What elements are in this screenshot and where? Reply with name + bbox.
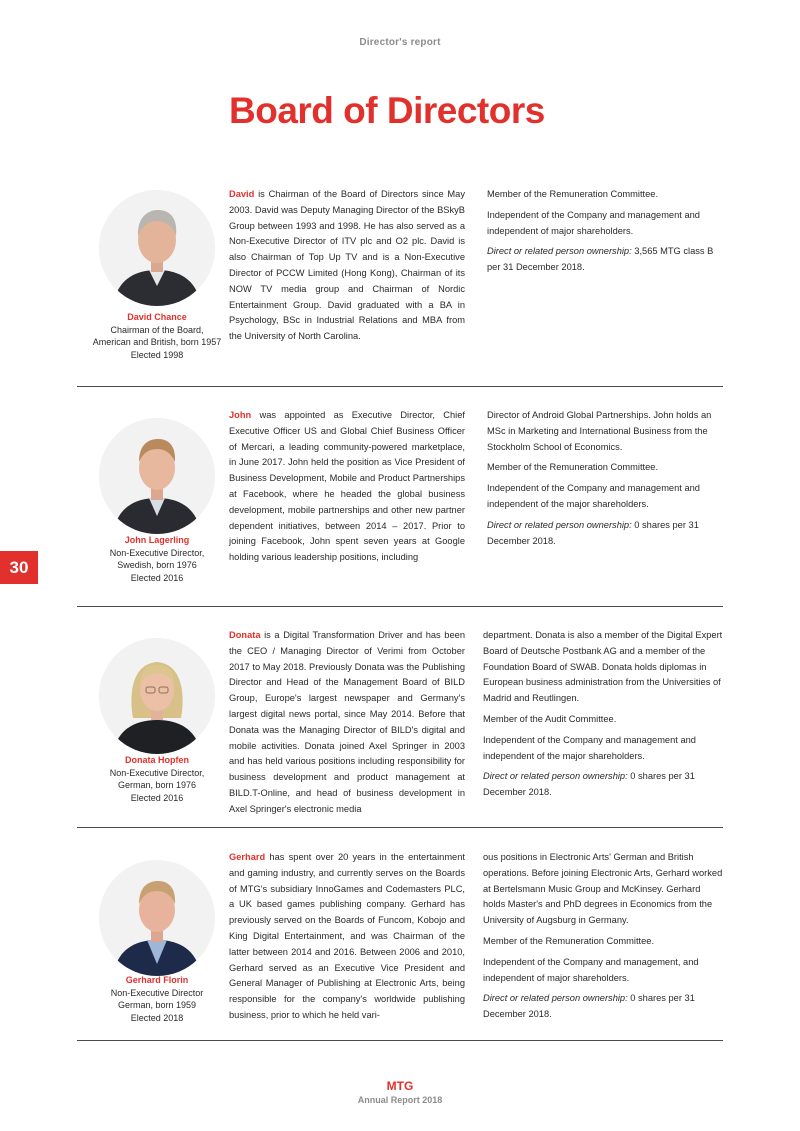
bio-continuation: ous positions in Electronic Arts' German and British operations. Before joining Electronic Arts, Gerhard worked at Bertelsmann Music Group and McKinsey. Gerhard holds Master's and PhD degrees in Economics from the University of Augsburg in Germany. (483, 852, 723, 926)
committee-membership: Member of the Audit Committee. (483, 713, 617, 724)
bio-right-column (487, 408, 724, 554)
section-divider (77, 386, 723, 387)
ownership-statement (483, 991, 724, 1023)
ownership-value: 0 shares per 31 December 2018. (483, 993, 695, 1020)
director-photo (99, 190, 215, 306)
section-divider (77, 606, 723, 607)
independence-statement: Independent of the Company and management and independent of major shareholders. (487, 209, 700, 236)
director-nationality: German, born 1959 (117, 1000, 197, 1010)
ownership-statement (487, 244, 724, 276)
ownership-label: Direct or related person ownership: (487, 246, 632, 257)
director-section-donata (77, 628, 723, 813)
mtg-logo-icon (387, 1079, 413, 1092)
director-elected: Elected 1998 (130, 349, 184, 360)
page-title: Board of Directors (229, 90, 545, 131)
ownership-label: Direct or related person ownership: (483, 771, 628, 782)
independence-statement: Independent of the Company and management, and independent of major shareholders. (483, 956, 699, 983)
director-name: David Chance (127, 312, 187, 322)
bio-right-column (487, 187, 724, 281)
bio-continuation: department. Donata is also a member of the Digital Expert Board of Deutsche Postbank AG and a member of the Foundation Board of SWAB. Donata holds diplomas in European business administration from the Universities of Madrid and Reutlingen. (483, 630, 723, 704)
person-portrait-icon (99, 418, 215, 534)
bio-left-column (229, 187, 465, 350)
bio-left-column (229, 408, 465, 571)
bio-right-column (483, 628, 724, 806)
bio-lead-name: Gerhard (229, 852, 266, 862)
director-section-john (77, 408, 723, 593)
bio-text: is Chairman of the Board of Directors since May 2003. David was Deputy Managing Director of the BSkyB Group between 1993 and 1998. He has also served as a Non-Executive Director of ITV plc and O2 plc. David is also Chairman of Top Up TV and is a Non-Executive Director of PCCW Limited (Hong Kong), Chairman of its NOW TV media group and Chairman of Nordic Entertainment Group. David graduated with a BA in Psychology, BSc in Industrial Relations and MBA from the University of North Carolina. (229, 189, 465, 342)
director-elected: Elected 2016 (130, 792, 184, 803)
director-elected: Elected 2018 (130, 1012, 184, 1023)
committee-membership: Member of the Remuneration Committee. (487, 462, 659, 473)
director-caption (77, 311, 237, 361)
director-section-david (77, 187, 723, 372)
bio-text: was appointed as Executive Director, Chief Executive Officer US and Global Chief Business Officer of Mercari, a leading community-powered marketplace, in June 2017. John held the position as Vice President of Business Development, Mobile and Product Partnerships at Facebook, where he headed the global business development, mobile partnerships and other new partner dependent initiatives, between 2014 – 2017. Prior to joining Facebook, John spent seven years at Google holding various leadership positions, including (229, 410, 465, 563)
section-header: Director's report (359, 37, 441, 48)
independence-statement: Independent of the Company and management and independent of the major shareholders. (483, 734, 696, 761)
ownership-value: 3,565 MTG class B per 31 December 2018. (487, 246, 714, 273)
director-role: Non-Executive Director (110, 987, 204, 998)
ownership-statement (483, 769, 724, 801)
independence-statement: Independent of the Company and management and independent of the major shareholders. (487, 483, 700, 509)
committee-membership: Member of the Remuneration Committee. (487, 189, 659, 199)
director-nationality: Swedish, born 1976 (117, 560, 197, 570)
director-name: Donata Hopfen (125, 755, 189, 765)
director-section-gerhard (77, 850, 723, 1030)
section-divider (77, 827, 723, 828)
director-profile (77, 408, 237, 583)
bio-lead-name: David (229, 189, 255, 199)
director-photo (99, 638, 215, 754)
ownership-value: 0 shares per 31 December 2018. (487, 519, 699, 546)
director-profile (77, 187, 237, 360)
bio-text: has spent over 20 years in the entertainment and gaming industry, and currently serves on the Boards of MTG's subsidiary InnoGames and Codemasters PLC, a UK based games publishing company. Gerhard has previously served on the Boards of Funcom, Kobojo and King Digital Entertainment, and was Chairman of the latter between 2014 and 2016. Between 2006 and 2010, Gerhard served as an Executive Vice President and General Manager of Publishing at Electronic Arts, being responsible for the company's worldwide publishing business, prior to which he held vari- (229, 852, 465, 1020)
director-nationality: American and British, born 1957 (92, 337, 222, 347)
committee-membership: Member of the Remuneration Committee. (483, 935, 655, 946)
ownership-label: Direct or related person ownership: (483, 993, 628, 1004)
bio-lead-name: John (229, 410, 252, 420)
director-role: Chairman of the Board, (110, 324, 204, 335)
director-caption (77, 754, 237, 804)
director-caption (77, 974, 237, 1024)
bio-left-column (229, 850, 465, 1029)
page-number: 30 (0, 551, 38, 584)
person-portrait-icon (99, 860, 215, 976)
ownership-value: 0 shares per 31 December 2018. (483, 771, 695, 798)
person-portrait-icon (99, 190, 215, 306)
director-photo (99, 418, 215, 534)
bio-right-column (483, 850, 724, 1028)
bio-left-column (229, 628, 465, 823)
director-photo (99, 860, 215, 976)
director-name: John Lagerling (124, 535, 190, 545)
annual-report-label: Annual Report 2018 (357, 1095, 443, 1105)
mtg-logo-text: MTG (387, 1079, 413, 1092)
bio-text: is a Digital Transformation Driver and has been the CEO / Managing Director of Verimi from October 2017 to May 2018. Previously Donata was the Publishing Director and Head of the Management Board of BILD Group, Europe's largest newspaper and Germany's largest digital news portal, since May 2014. Before that Donata was the Managing Director of BILD's digital and mobile activities. Donata joined Axel Springer in 2003 and has held various positions including responsibility for business development and product management at BILD.T-Online, and head of business development in Axel Springer's electronic media (229, 630, 465, 814)
ownership-label: Direct or related person ownership: (487, 519, 632, 530)
person-portrait-icon (99, 638, 215, 754)
director-nationality: German, born 1976 (117, 780, 197, 790)
director-profile (77, 628, 237, 803)
bio-continuation: Director of Android Global Partnerships. John holds an MSc in Marketing and International Business from the Stockholm School of Economics. (487, 410, 712, 452)
director-role: Non-Executive Director, (109, 767, 205, 778)
director-name: Gerhard Florin (125, 975, 189, 985)
director-caption (77, 534, 237, 584)
section-divider (77, 1040, 723, 1041)
director-role: Non-Executive Director, (109, 547, 205, 558)
bio-lead-name: Donata (229, 630, 261, 640)
director-profile (77, 850, 237, 1023)
ownership-statement (487, 518, 724, 550)
director-elected: Elected 2016 (130, 572, 184, 583)
